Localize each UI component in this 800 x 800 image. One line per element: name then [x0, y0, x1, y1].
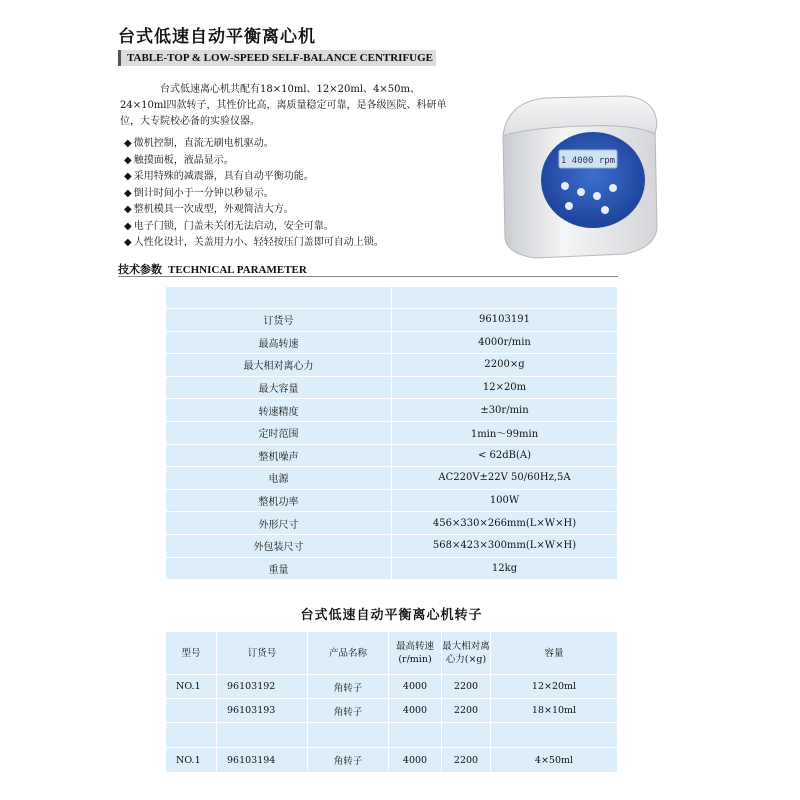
spec-key: 整机噪声	[166, 444, 392, 467]
device-display: 1 4000 rpm	[560, 156, 616, 166]
table-cell: 18×10ml	[491, 699, 618, 723]
feature-item: ◆ 人性化设计，关盖用力小、轻轻按压门盖即可自动上锁。	[124, 235, 464, 252]
spec-key: 外包装尺寸	[166, 534, 392, 557]
tech-label-en: TECHNICAL PARAMETER	[168, 264, 307, 276]
spec-value: < 62dB(A)	[392, 444, 618, 467]
table-row	[166, 675, 618, 699]
spec-value: 100W	[392, 489, 618, 512]
spec-value: 568×423×300mm(L×W×H)	[392, 534, 618, 557]
table-row	[166, 376, 618, 399]
table-row	[166, 331, 618, 354]
table-cell: 96103192	[217, 675, 308, 699]
table-cell	[166, 723, 217, 748]
table-cell: 角转子	[308, 675, 389, 699]
page-subtitle: TABLE-TOP & LOW-SPEED SELF-BALANCE CENTRIFUGE	[118, 50, 436, 66]
spec-key: 订货号	[166, 309, 392, 332]
table-cell: NO.1	[166, 748, 217, 773]
table-header-row	[166, 632, 618, 675]
spec-value: 1min～99min	[392, 421, 618, 444]
table-cell: 96103193	[217, 699, 308, 723]
table-cell	[217, 723, 308, 748]
table-row	[166, 467, 618, 490]
rotor-table-title: 台式低速自动平衡离心机转子	[300, 608, 483, 623]
tech-label-cn: 技术参数	[118, 263, 162, 276]
table-cell: 96103194	[217, 748, 308, 773]
spec-value: 4000r/min	[392, 331, 618, 354]
spec-key: 最高转速	[166, 331, 392, 354]
spec-value: 456×330×266mm(L×W×H)	[392, 512, 618, 535]
table-row	[166, 444, 618, 467]
table-cell: 4×50ml	[491, 748, 618, 773]
table-row	[166, 399, 618, 422]
product-description: 台式低速离心机共配有18×10ml、12×20ml、4×50m、24×10ml四款转子，其性价比高，离质量稳定可靠，是各级医院、科研单位，大专院校必备的实验仪器。	[120, 84, 447, 127]
table-cell: 2200	[442, 675, 491, 699]
spec-value: 12kg	[392, 557, 618, 580]
table-cell: 2200	[442, 699, 491, 723]
column-header: 最大相对离心力(×g)	[442, 632, 491, 675]
feature-list	[124, 136, 464, 252]
feature-item: ◆ 整机模具一次成型，外观简洁大方。	[124, 202, 464, 219]
table-cell	[308, 723, 389, 748]
column-header: 型号	[166, 632, 217, 675]
page-title: 台式低速自动平衡离心机	[118, 27, 316, 47]
table-cell: 角转子	[308, 748, 389, 773]
spec-key: 重量	[166, 557, 392, 580]
table-cell	[166, 699, 217, 723]
centrifuge-image	[485, 88, 665, 263]
spec-key: 定时范围	[166, 421, 392, 444]
table-cell: 2200	[442, 748, 491, 773]
rotor-table	[165, 631, 618, 773]
spec-key: 电源	[166, 467, 392, 490]
spec-value: 96103191	[392, 309, 618, 332]
table-cell: 4000	[389, 748, 442, 773]
spec-value: ±30r/min	[392, 399, 618, 422]
feature-item: ◆ 触摸面板，液晶显示。	[124, 153, 464, 170]
feature-item: ◆ 微机控制，直流无刷电机驱动。	[124, 136, 464, 153]
table-cell: 4000	[389, 699, 442, 723]
spec-key: 转速精度	[166, 399, 392, 422]
table-cell: 角转子	[308, 699, 389, 723]
column-header: 最高转速(r/min)	[389, 632, 442, 675]
tech-parameter-label	[118, 261, 307, 277]
table-cell	[389, 723, 442, 748]
column-header: 产品名称	[308, 632, 389, 675]
table-row	[166, 421, 618, 444]
feature-item: ◆ 电子门锁，门盖未关闭无法启动，安全可靠。	[124, 219, 464, 236]
table-cell: 4000	[389, 675, 442, 699]
divider	[118, 276, 618, 277]
table-row	[166, 309, 618, 332]
spec-value: 12×20m	[392, 376, 618, 399]
spec-key: 最大相对离心力	[166, 354, 392, 377]
table-cell: 12×20ml	[491, 675, 618, 699]
spec-value: AC220V±22V 50/60Hz,5A	[392, 467, 618, 490]
table-row	[166, 534, 618, 557]
table-cell	[442, 723, 491, 748]
column-header: 订货号	[217, 632, 308, 675]
table-row	[166, 557, 618, 580]
table-row	[166, 287, 618, 309]
spec-key: 整机功率	[166, 489, 392, 512]
column-header: 容量	[491, 632, 618, 675]
feature-item: ◆ 采用特殊的减震器，具有自动平衡功能。	[124, 169, 464, 186]
spec-key: 外形尺寸	[166, 512, 392, 535]
spec-key: 最大容量	[166, 376, 392, 399]
table-cell: NO.1	[166, 675, 217, 699]
spec-value: 2200×g	[392, 354, 618, 377]
table-row	[166, 699, 618, 723]
table-row	[166, 512, 618, 535]
table-row	[166, 748, 618, 773]
table-row	[166, 354, 618, 377]
table-cell	[491, 723, 618, 748]
table-row	[166, 723, 618, 748]
spec-table	[165, 286, 618, 580]
feature-item: ◆ 倒计时间小于一分钟以秒显示。	[124, 186, 464, 203]
table-row	[166, 489, 618, 512]
